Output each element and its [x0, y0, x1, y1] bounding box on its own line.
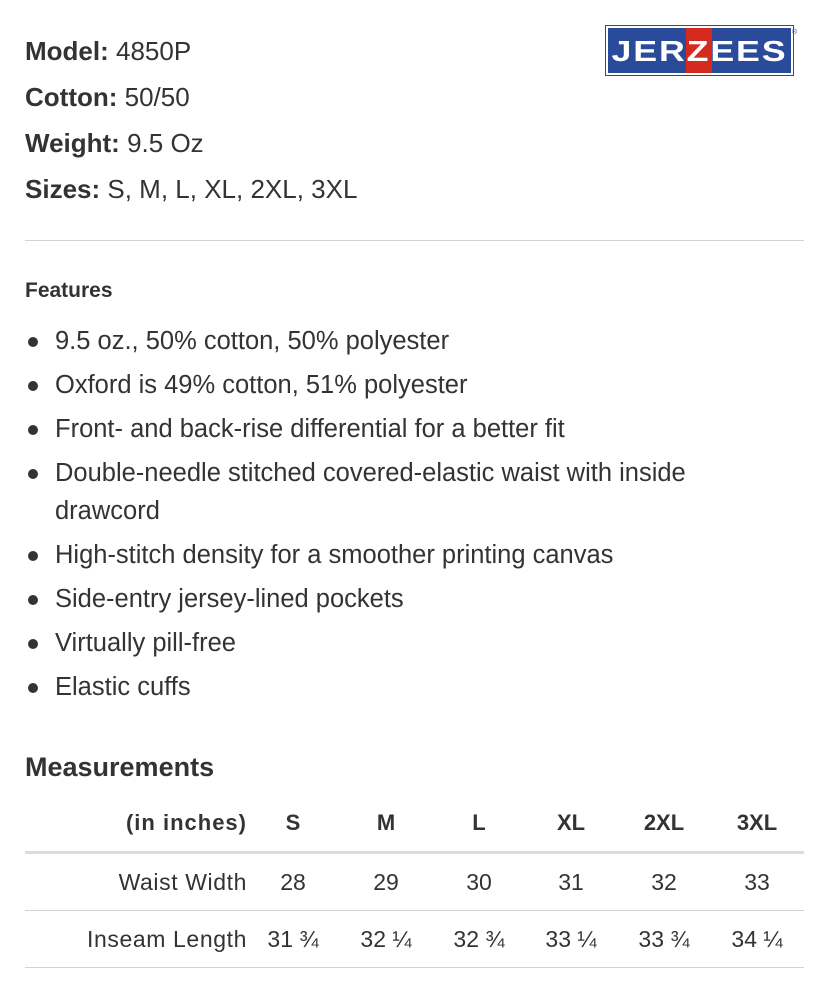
- spec-weight: [25, 120, 357, 166]
- measurements-heading: Measurements: [25, 752, 215, 782]
- feature-item: Double-needle stitched covered-elastic waist with inside drawcord: [25, 454, 785, 530]
- table-cell: 28: [280, 869, 306, 895]
- table-cell: 29: [373, 869, 399, 895]
- size-header: 2XL: [643, 810, 685, 835]
- row-rule: [25, 967, 804, 968]
- bullet-icon: [28, 551, 38, 561]
- spec-cotton-label: Cotton:: [25, 82, 118, 112]
- spec-model-label: Model:: [25, 36, 109, 66]
- spec-model-value: 4850P: [116, 36, 192, 66]
- table-cell: 31: [558, 869, 584, 895]
- bullet-icon: [28, 469, 38, 479]
- svg-text:JERZEES: JERZEES: [611, 36, 788, 68]
- table-cell: 33 ¼: [545, 926, 597, 952]
- svg-text:®: ®: [791, 29, 797, 36]
- table-cell: 34 ¼: [731, 926, 783, 952]
- table-cell: 31 ¾: [267, 926, 319, 952]
- spec-sizes-value: S, M, L, XL, 2XL, 3XL: [107, 174, 358, 204]
- row-label: Inseam Length: [87, 926, 247, 952]
- bullet-icon: [28, 381, 38, 391]
- table-cell: 32: [651, 869, 677, 895]
- features-list: [25, 322, 785, 712]
- section-divider: [25, 240, 804, 241]
- feature-item: Side-entry jersey-lined pockets: [25, 580, 785, 618]
- table-row: [25, 911, 804, 967]
- spec-weight-label: Weight:: [25, 128, 120, 158]
- product-specs: [25, 28, 357, 212]
- bullet-icon: [28, 425, 38, 435]
- table-header-row: [25, 795, 804, 851]
- table-cell: 32 ¼: [360, 926, 412, 952]
- table-cell: 33 ¾: [638, 926, 690, 952]
- size-header: XL: [556, 810, 586, 835]
- table-cell: 33: [744, 869, 770, 895]
- size-header: S: [285, 810, 301, 835]
- row-label: Waist Width: [118, 869, 247, 895]
- feature-item: Oxford is 49% cotton, 51% polyester: [25, 366, 785, 404]
- size-header: M: [376, 810, 396, 835]
- size-header: L: [472, 810, 486, 835]
- bullet-icon: [28, 639, 38, 649]
- feature-item: Elastic cuffs: [25, 668, 785, 706]
- table-cell: 32 ¾: [453, 926, 505, 952]
- spec-weight-value: 9.5 Oz: [127, 128, 204, 158]
- features-heading: Features: [25, 279, 113, 302]
- table-row: [25, 854, 804, 910]
- spec-sizes-label: Sizes:: [25, 174, 101, 204]
- unit-label: (in inches): [125, 810, 247, 835]
- size-header: 3XL: [736, 810, 778, 835]
- spec-cotton-value: 50/50: [124, 82, 190, 112]
- feature-item: High-stitch density for a smoother printing canvas: [25, 536, 785, 574]
- spec-cotton: [25, 74, 357, 120]
- bullet-icon: [28, 595, 38, 605]
- spec-model: [25, 28, 357, 74]
- feature-item: Front- and back-rise differential for a better fit: [25, 410, 785, 448]
- spec-sizes: [25, 166, 357, 212]
- measurements-table: [25, 795, 804, 968]
- feature-item: Virtually pill-free: [25, 624, 785, 662]
- table-cell: 30: [466, 869, 492, 895]
- jerzees-logo: [605, 25, 797, 76]
- bullet-icon: [28, 683, 38, 693]
- bullet-icon: [28, 337, 38, 347]
- feature-item: 9.5 oz., 50% cotton, 50% polyester: [25, 322, 785, 360]
